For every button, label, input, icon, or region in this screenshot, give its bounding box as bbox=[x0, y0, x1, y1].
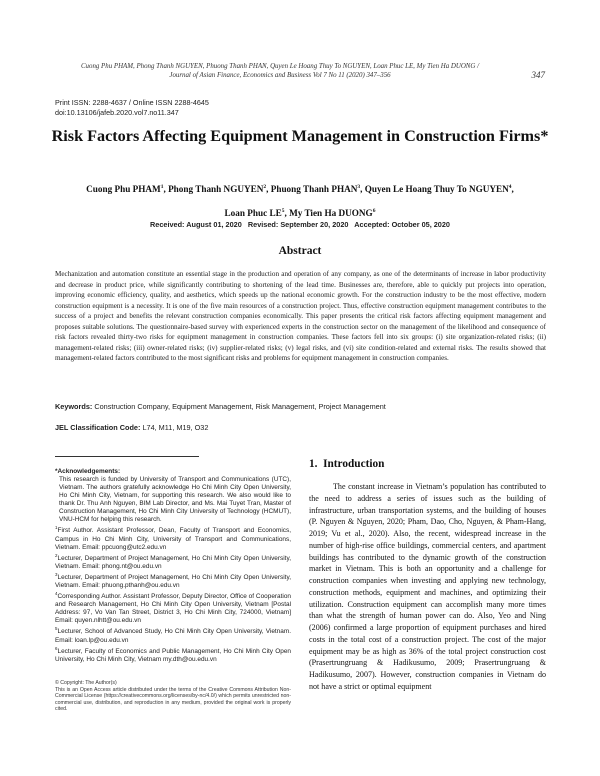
jel-classification bbox=[55, 423, 546, 432]
footnote-divider bbox=[55, 456, 199, 457]
running-header-authors: Cuong Phu PHAM, Phong Thanh NGUYEN, Phuong Thanh PHAN, Quyen Le Hoang Thuy To NGUYEN, Loan Phuc LE, My Tien Ha DUONG / bbox=[80, 63, 480, 70]
running-header-journal: Journal of Asian Finance, Economics and Business Vol 7 No 11 (2020) 347–356 bbox=[169, 72, 391, 79]
footnote-text: First Author. Assistant Professor, Dean, Faculty of Transport and Economics, Campus in Ho Chi Minh City, University of Transport and Communications, Vietnam. Email: ppcuong@utc2.edu.vn bbox=[55, 527, 291, 551]
author-name: Phuong Thanh PHAN bbox=[270, 184, 358, 195]
footnote-text: Corresponding Author. Assistant Professor, Deputy Director, Office of Cooperation and Research Management, Ho Chi Minh City Open University, Vietnam [Postal Address: 97, Vo Van Tan Street, District 3, Ho Chi Minh City, 724000, Vietnam] Email: quyen.nlhtt@ou.edu.vn bbox=[55, 593, 291, 625]
author-name: My Tien Ha DUONG bbox=[289, 208, 373, 219]
author-affiliation-mark: 3 bbox=[357, 184, 361, 190]
footnote-mark: 3 bbox=[55, 571, 58, 577]
doi-line: doi:10.13106/jafeb.2020.vol7.no11.347 bbox=[55, 108, 179, 117]
author-separator: , bbox=[360, 184, 365, 195]
footnotes bbox=[55, 468, 291, 664]
keywords-text: Construction Company, Equipment Management, Risk Management, Project Management bbox=[92, 402, 386, 411]
submission-dates: Received: August 01, 2020 Revised: September 20, 2020 Accepted: October 05, 2020 bbox=[150, 220, 450, 229]
footnote-text: Lecturer, School of Advanced Study, Ho Chi Minh City Open University, Vietnam. Email: loan.lp@ou.edu.vn bbox=[55, 628, 291, 644]
footnote-item bbox=[55, 590, 291, 625]
author-name: Cuong Phu PHAM bbox=[86, 184, 161, 195]
footnote-mark: 2 bbox=[55, 552, 58, 558]
footnote-mark: 5 bbox=[55, 626, 58, 632]
jel-label: JEL Classification Code: bbox=[55, 423, 141, 432]
introduction-heading: 1. Introduction bbox=[309, 458, 385, 470]
author-separator: , bbox=[163, 184, 169, 195]
author-separator: , bbox=[284, 208, 290, 219]
jel-text: L74, M11, M19, O32 bbox=[140, 423, 209, 432]
footnote-text: Lecturer, Department of Project Management, Ho Chi Minh City Open University, Vietnam. Email: phuong.pthanh@ou.edu.vn bbox=[55, 573, 291, 590]
footnote-item bbox=[55, 571, 291, 590]
author-affiliation-mark: 6 bbox=[372, 208, 376, 215]
acknowledgements-heading: *Acknowledgements: bbox=[55, 468, 121, 475]
page-number: 347 bbox=[531, 70, 545, 80]
running-header bbox=[40, 62, 520, 80]
author-separator: , bbox=[511, 184, 514, 195]
keywords bbox=[55, 402, 546, 411]
author-list bbox=[45, 176, 555, 224]
author-name: Phong Thanh NGUYEN bbox=[168, 184, 264, 195]
paper-title: Risk Factors Affecting Equipment Management in Construction Firms* bbox=[51, 127, 549, 145]
abstract-text: Mechanization and automation constitute an essential stage in the production and operation of any company, as one of the determinants of increase in labor productivity and decrease in product price, while significantly contributing to shortening of the lead time. Businesses are, therefore, able to quickly put projects into operation, improving economic efficiency, quality, and aesthetics, which speeds up the national economic growth. For the construction industry to be the most effective, modern construction equipment is a necessity. It is one of the five main resources of a construction project. Thus, effective construction equipment management contributes to the success of a project and benefits the relevant construction companies economically. This paper presents the critical risk factors affecting equipment management and proposes suitable solutions. The questionnaire-based survey with experienced experts in the construction sector on the management of the likelihood and consequence of risk factors revealed thirty-two risks for equipment management in construction companies. These factors fell into six groups: (i) site organization-related risks; (ii) management-related risks; (iii) owner-related risks; (iv) supplier-related risks; (v) legal risks, and (vi) site condition-related and external risks. The results showed that management-related factors contributed to the most significant risks and problems for equipment management in construction companies. bbox=[55, 270, 546, 363]
issn-line: Print ISSN: 2288-4637 / Online ISSN 2288-4645 bbox=[55, 98, 209, 107]
footnote-mark: 1 bbox=[55, 525, 58, 531]
footnote-text: Lecturer, Department of Project Management, Ho Chi Minh City Open University, Vietnam. Email: phong.nt@ou.edu.vn bbox=[55, 554, 291, 570]
publication-meta bbox=[55, 98, 209, 118]
author-separator: , bbox=[266, 184, 271, 195]
footnote-item bbox=[55, 645, 291, 664]
footnote-item bbox=[55, 524, 291, 551]
footnote-text: Lecturer, Faculty of Economics and Public Management, Ho Chi Minh City Open University, Ho Chi Minh City, Vietnam my.dth@ou.edu.vn bbox=[55, 647, 291, 663]
author-affiliation-mark: 2 bbox=[263, 184, 267, 190]
author-name: Quyen Le Hoang Thuy To NGUYEN bbox=[364, 184, 509, 195]
footnote-item bbox=[55, 625, 291, 644]
footnote-item bbox=[55, 552, 291, 571]
author-affiliation-mark: 1 bbox=[160, 184, 164, 190]
footnote-mark: 4 bbox=[55, 591, 58, 597]
copyright-line: © Copyright: The Author(s) bbox=[55, 680, 117, 686]
introduction-text: The constant increase in Vietnam’s population has contributed to the need to address a series of issues such as the building of infrastructure, urban transportation systems, and the building of houses (P. Nguyen & Nguyen, 2020; Pham, Dao, Cho, Nguyen, & Pham-Hang, 2019; Vu et al., 2020). Also, the recent, widespread increase in the number of high-rise office buildings, commercial centers, and apartment buildings has contributed to the dynamic growth of the construction market in Vietnam. This is both an opportunity and a challenge for construction companies when investing and applying new technology, construction methods, equipment and machines, and optimizing their utilization. Construction equipment can accomplish many more times than what the strength of human power can do. Also, Yeo and Ning (2006) confirmed a large proportion of equipment purchases and hired costs in the total cost of a construction project. The cost of the major equipment may be as high as 36% of the total project construction cost (Prasertrungruang & Hadikusumo, 2009; Prasertrungruang & Hadikusumo, 2007). However, construction companies in Vietnam do not have a strict or optimal equipment bbox=[309, 482, 546, 691]
keywords-label: Keywords: bbox=[55, 402, 93, 411]
author-affiliation-mark: 4 bbox=[508, 184, 512, 190]
abstract-heading: Abstract bbox=[278, 245, 322, 257]
author-affiliation-mark: 5 bbox=[281, 208, 285, 215]
copyright-block bbox=[55, 680, 291, 713]
footnote-mark: 6 bbox=[55, 645, 58, 651]
license-text: This is an Open Access article distributed under the terms of the Creative Commons Attribution Non-Commercial License (https://creativecommons.org/licenses/by-nc/4.0/) which permits unrestricted non-commercial use, distribution, and reproduction in any medium, provided the original work is properly cited. bbox=[55, 686, 291, 712]
author-name: Loan Phuc LE bbox=[224, 208, 282, 219]
author-line-1 bbox=[45, 176, 555, 200]
acknowledgements-text: This research is funded by University of Transport and Communications (UTC), Vietnam. The authors gratefully acknowledge Ho Chi Minh City Open University, Ho Chi Minh City, Vietnam, for supporting this research. We also would like to thank Dr. Thu Anh Nguyen, BIM Lab Director, and Ms. Mai Tuyet Tran, Master of Construction Management, Ho Chi Minh City University of Technology (HCMUT), VNU-HCM for helping this research. bbox=[59, 476, 291, 524]
